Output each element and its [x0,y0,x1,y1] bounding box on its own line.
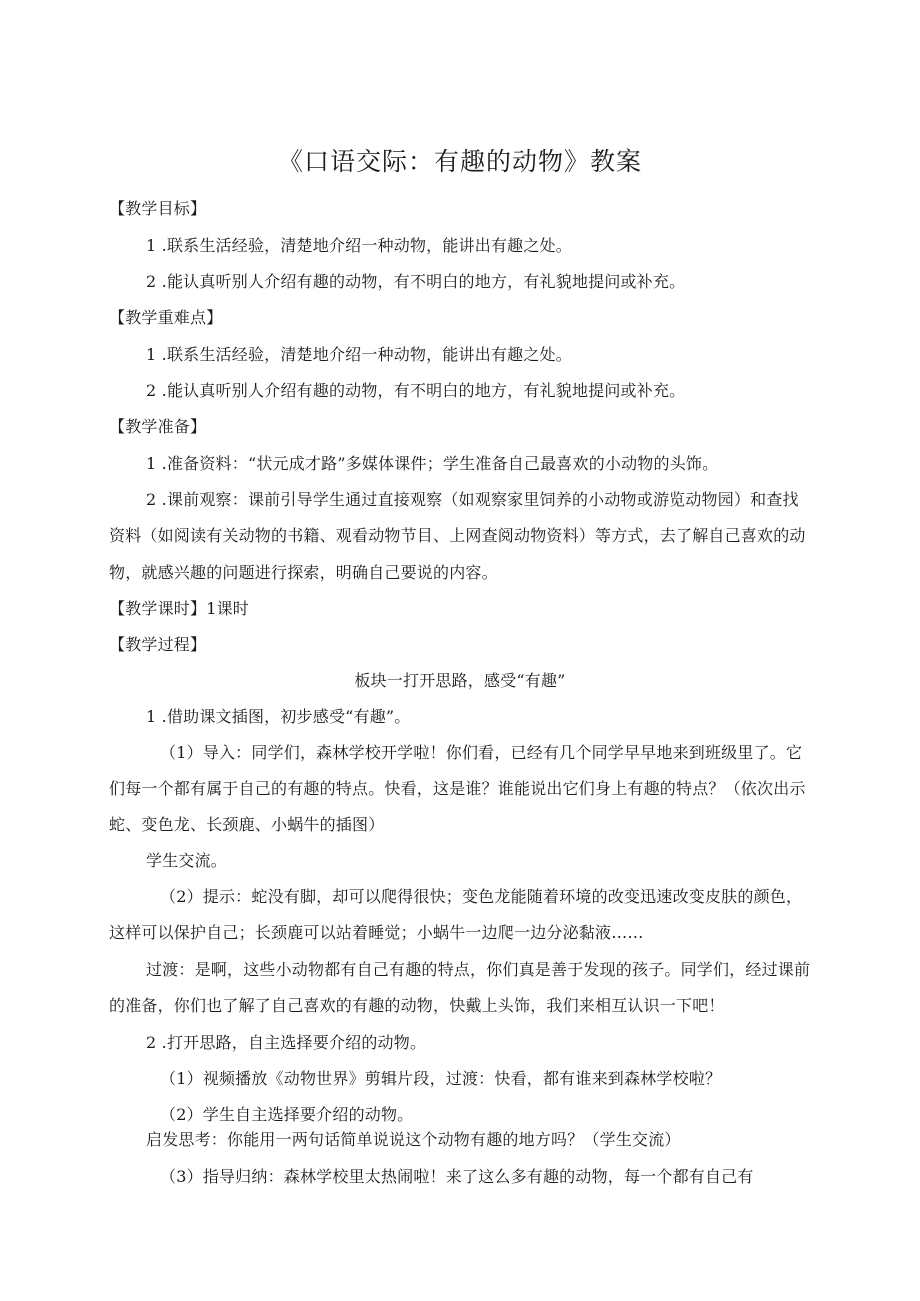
process-sub-line: 们每一个都有属于自己的有趣的特点。快看，这是谁？谁能说出它们身上有趣的特点？（依次出示 [109,779,806,798]
hours-value: 1课时 [206,599,249,618]
process-sub-line: 蛇、变色龙、长颈鹿、小蜗牛的插图） [109,815,385,834]
transition-line: 的准备，你们也了解了自己喜欢的有趣的动物，快戴上头饰，我们来相互认识一下吧！ [109,996,725,1015]
process-sub-line: （3）指导归纳：森林学校里太热闹啦！来了这么多有趣的动物，每一个都有自己有 [160,1167,754,1186]
process-sub-line: （2）提示：蛇没有脚，却可以爬得很快；变色龙能随着环境的改变迅速改变皮肤的颜色， [160,887,803,906]
key-point-item: 2 .能认真听别人介绍有趣的动物，有不明白的地方，有礼貌地提问或补充。 [146,381,686,400]
preparation-item: 1 .准备资料：“状元成才路”多媒体课件；学生准备自己最喜欢的小动物的头饰。 [146,454,719,473]
section-heading-process: 【教学过程】 [109,635,207,654]
goal-item: 2 .能认真听别人介绍有趣的动物，有不明白的地方，有礼貌地提问或补充。 [146,272,686,291]
transition-line: 过渡：是啊，这些小动物都有自己有趣的特点，你们真是善于发现的孩子。同学们，经过课前 [146,960,811,979]
section-heading-preparation: 【教学准备】 [109,417,207,436]
process-sub-line: （1）视频播放《动物世界》剪辑片段，过渡：快看，都有谁来到森林学校啦？ [160,1069,722,1088]
goal-item: 1 .联系生活经验，清楚地介绍一种动物，能讲出有趣之处。 [146,236,572,255]
student-exchange: 学生交流。 [146,851,228,870]
preparation-item-line: 2 .课前观察：课前引导学生通过直接观察（如观察家里饲养的小动物或游览动物园）和查找 [146,490,799,509]
process-sub-line: （1）导入：同学们，森林学校开学啦！你们看，已经有几个同学早早地来到班级里了。它 [160,743,803,762]
preparation-item-line: 资料（如阅读有关动物的书籍、观看动物节目、上网查阅动物资料）等方式，去了解自己喜欢的动 [109,526,806,545]
process-sub-line: （2）学生自主选择要介绍的动物。 [160,1105,414,1124]
block-title: 板块一打开思路，感受“有趣” [354,671,566,690]
process-step: 2 .打开思路，自主选择要介绍的动物。 [146,1033,427,1052]
inspire-question: 启发思考：你能用一两句话简单说说这个动物有趣的地方吗？（学生交流） [146,1130,681,1149]
section-heading-hours [109,599,249,619]
document-title: 《口语交际：有趣的动物》教案 [277,147,642,176]
section-heading-key-points: 【教学重难点】 [109,308,223,327]
preparation-item-line: 物，就感兴趣的问题进行探索，明确自己要说的内容。 [109,563,498,582]
section-heading-goals: 【教学目标】 [109,199,207,218]
key-point-item: 1 .联系生活经验，清楚地介绍一种动物，能讲出有趣之处。 [146,345,572,364]
process-sub-line: 这样可以保护自己；长颈鹿可以站着睡觉；小蜗牛一边爬一边分泌黏液…… [109,923,644,942]
hours-heading-label: 【教学课时】 [109,599,207,618]
process-step: 1 .借助课文插图，初步感受“有趣”。 [146,707,411,726]
